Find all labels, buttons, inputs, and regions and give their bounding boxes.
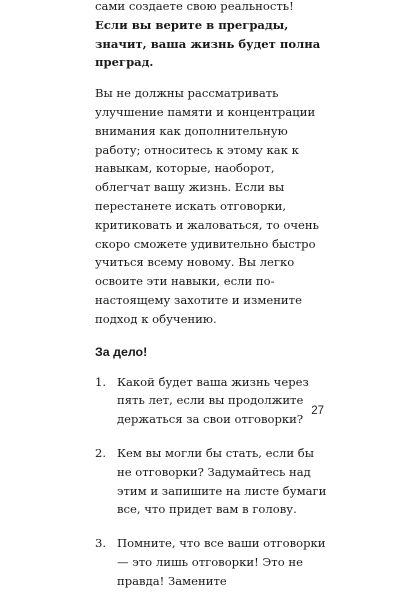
list-item-number: 3. — [95, 536, 107, 551]
page-number: 27 — [311, 405, 324, 417]
intro-regular-text: сами создаете свою реальность! — [95, 0, 294, 13]
book-page — [95, 0, 327, 606]
list-item — [95, 373, 327, 429]
list-item-number: 2. — [95, 445, 107, 460]
intro-bold-text: Если вы верите в преграды, значит, ваша жизнь будет полна преград. — [95, 17, 321, 70]
body-paragraph: Вы не должны рассматривать улучшение памяти и концентрации внимания как дополнительную работу; относитесь к этому как к навыкам, которые, наоборот, облегчат вашу жизнь. Если вы перестанете искать отговорки, критиковать и жаловаться, то очень скоро сможете удивительно быстро учиться всему новому. Вы легко освоите эти навыки, если по-настоящему захотите и измените подход к обучению. — [95, 86, 319, 326]
section-heading: За дело! — [95, 344, 148, 359]
list-item — [95, 534, 327, 590]
list-item-text: Какой будет ваша жизнь через пять лет, если вы продолжите держаться за свои отговорки? — [117, 374, 309, 427]
list-item — [95, 444, 327, 519]
list-item-text: Помните, что все ваши отговорки — это лишь отговорки! Это не правда! Замените — [117, 536, 326, 588]
intro-paragraph — [95, 0, 327, 72]
list-item-text: Кем вы могли бы стать, если бы не отговорки? Задумайтесь над этим и запишите на листе бумаги все, что придет вам в голову. — [117, 445, 327, 517]
task-list — [95, 373, 327, 591]
list-item-number: 1. — [95, 374, 107, 389]
